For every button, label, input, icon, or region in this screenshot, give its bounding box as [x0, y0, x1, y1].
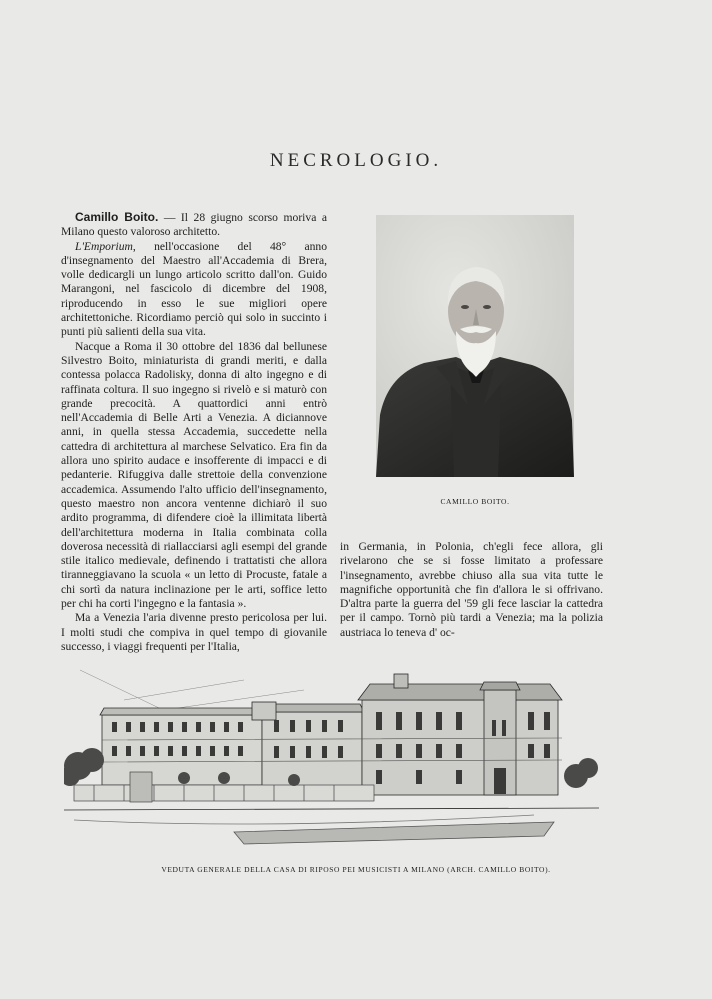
paragraph-emporium [61, 240, 327, 340]
intro-text: — Il 28 giugno scorso moriva a Milano questo valoroso architetto. [61, 211, 328, 239]
casa-di-riposo-drawing [64, 660, 599, 850]
subject-name: Camillo Boito. [75, 210, 159, 224]
page-heading: NECROLOGIO. [269, 150, 443, 171]
paragraph-intro [61, 210, 327, 240]
paragraph-venezia: Ma a Venezia l'aria divenne presto pericolosa per lui. I molti studi che compiva in quel tempo di giovanile successo, i viaggi frequenti per l'Italia, [61, 611, 327, 653]
paragraph-continuation: in Germania, in Polonia, ch'egli fece allora, gli rivelarono che se si fosse limitato a professare l'insegnamento, avrebbe chiuso alla sua vita tutte le magnifiche opportunità che fin d'allora le si offrivano. D'altra parte la guerra del '59 gli fece lasciar la cattedra per il campo. Tornò più tardi a Venezia; ma la polizia austriaca lo teneva d' oc- [340, 540, 603, 639]
portrait-illustration [376, 215, 574, 477]
emporium-text: , nell'occasione del 48° anno d'insegnamento del Maestro all'Accademia di Brera, volle dedicargli un lungo articolo scritto dall'on. Guido Marangoni, nel fascicolo di dicembre del 1908, riproducendo in esso le sue migliori opere architettoniche. Ricordiamo perciò qui solo in succinto i punti più salienti della sua vita. [61, 239, 327, 339]
right-column [340, 540, 603, 640]
building-illustration [64, 660, 599, 850]
portrait-photo [376, 215, 574, 477]
emporium-title: L'Emporium [75, 239, 133, 253]
paragraph-biography: Nacque a Roma il 30 ottobre del 1836 dal bellunese Silvestro Boito, miniaturista di grandi meriti, e dalla contessa polacca Radolisky, donna di alto ingegno e di raffinata coltura. Il suo ingegno si rivelò e si maturò con grande precocità. A quattordici anni entrò nell'Accademia di Belle Arti a Venezia. A diciannove anni, in quella stessa Accademia, succedette nella cattedra di architettura al marchese Selvatico. Era fin da allora uno spirito audace e insofferente di impacci e di pedanterie. Rifuggiva dalle strettoie della convenzione accademica. Assumendo l'alto ufficio dell'insegnamento, questo maestro non ancora ventenne dichiarò il suo ardito programma, di difendere cioè la illimitata libertà dell'architettura moderna in Italia combinata colla doverosa necessità di riallacciarsi agli esempi del grande stile italico medievale, definendo i trattatisti che allora tiranneggiavano la scuola « un letto di Procuste, fatale a chi sortì da natura inclinazione per le arti, soffice letto per chi ha corti l'ingegno e la fantasia ». [61, 339, 327, 611]
portrait-caption: CAMILLO BOITO. [440, 497, 510, 506]
left-column [61, 210, 327, 654]
building-caption: VEDUTA GENERALE DELLA CASA DI RIPOSO PEI MUSICISTI A MILANO (ARCH. CAMILLO BOITO). [161, 865, 551, 874]
